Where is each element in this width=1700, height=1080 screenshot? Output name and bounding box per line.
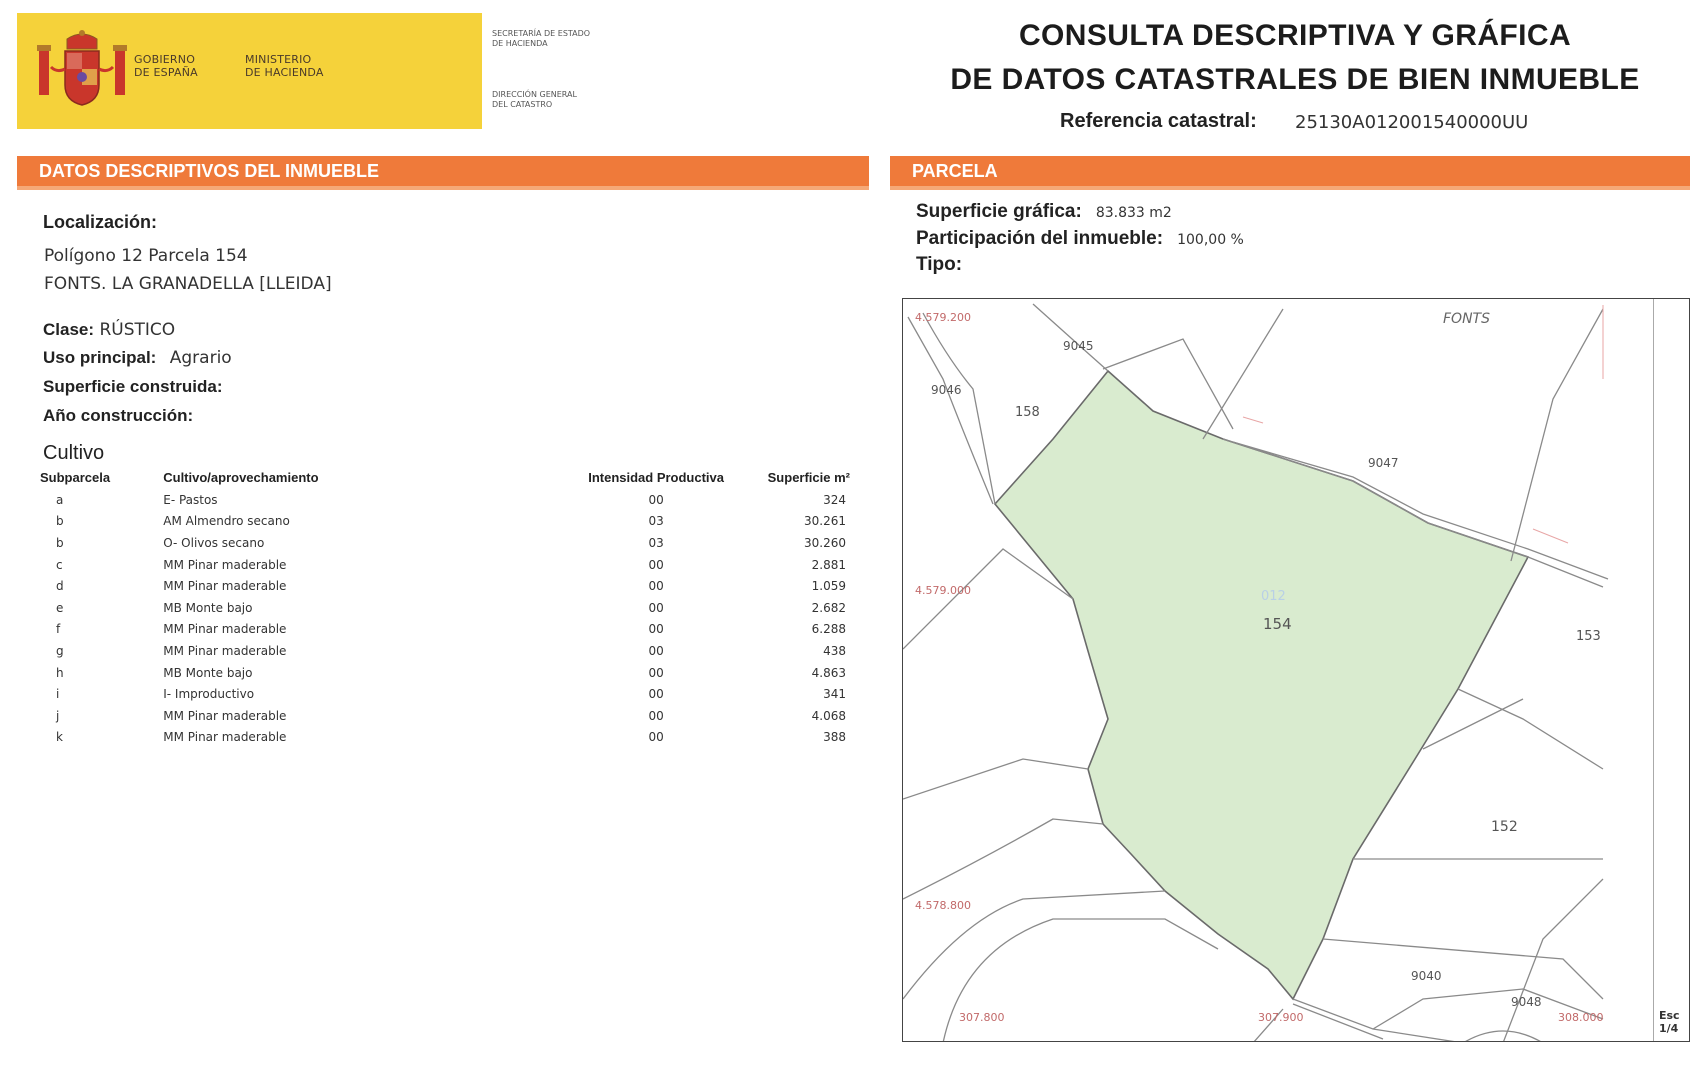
parcel-label-152: 152 bbox=[1491, 819, 1518, 835]
table-row bbox=[40, 619, 850, 641]
map-coord-y3: 4.578.800 bbox=[915, 899, 971, 912]
direccion-label: DIRECCIÓN GENERAL DEL CATASTRO bbox=[492, 90, 577, 109]
cell-intensidad: 00 bbox=[648, 730, 664, 745]
map-scale-divider bbox=[1653, 299, 1654, 1042]
map-coord-x2: 307.900 bbox=[1258, 1011, 1304, 1024]
uso-value: Agrario bbox=[169, 348, 232, 368]
cell-subparcela: k bbox=[56, 730, 63, 745]
uso-label: Uso principal: bbox=[43, 348, 157, 367]
cell-subparcela: g bbox=[56, 643, 64, 658]
localizacion-label: Localización: bbox=[43, 212, 158, 232]
cell-intensidad: 00 bbox=[648, 687, 664, 702]
table-row bbox=[40, 575, 850, 597]
cell-cultivo: MM Pinar maderable bbox=[163, 643, 287, 658]
table-row bbox=[40, 705, 850, 727]
cell-superficie: 2.682 bbox=[811, 600, 846, 615]
referencia-value: 25130A012001540000UU bbox=[1295, 112, 1529, 133]
map-scale: Esc 1/4 bbox=[1659, 1009, 1680, 1035]
cell-superficie: 4.863 bbox=[811, 665, 846, 680]
cell-cultivo: I- Improductivo bbox=[163, 687, 255, 702]
parcel-label-9045: 9045 bbox=[1063, 339, 1094, 353]
section-datos-descriptivos: DATOS DESCRIPTIVOS DEL INMUEBLE bbox=[17, 156, 869, 190]
cell-intensidad: 03 bbox=[648, 535, 664, 550]
map-coord-x1: 307.800 bbox=[959, 1011, 1005, 1024]
parcel-label-9040: 9040 bbox=[1411, 969, 1442, 983]
col-subparcela: Subparcela bbox=[40, 470, 111, 485]
participacion-label: Participación del inmueble: bbox=[916, 228, 1164, 249]
cell-superficie: 1.059 bbox=[811, 579, 846, 594]
parcel-label-9048: 9048 bbox=[1511, 995, 1542, 1009]
cell-intensidad: 00 bbox=[648, 708, 664, 723]
clase-row bbox=[43, 320, 175, 340]
table-row bbox=[40, 554, 850, 576]
cell-subparcela: i bbox=[56, 687, 60, 702]
cell-intensidad: 00 bbox=[648, 622, 664, 637]
cell-subparcela: d bbox=[56, 579, 64, 594]
cell-superficie: 324 bbox=[823, 492, 846, 507]
gobierno-label: GOBIERNO DE ESPAÑA bbox=[134, 53, 198, 79]
cell-cultivo: E- Pastos bbox=[163, 492, 218, 507]
cadastral-map bbox=[902, 298, 1690, 1042]
cell-intensidad: 00 bbox=[648, 579, 664, 594]
ministerio-label: MINISTERIO DE HACIENDA bbox=[245, 53, 324, 79]
superficie-grafica-label: Superficie gráfica: bbox=[916, 201, 1082, 222]
col-intensidad: Intensidad Productiva bbox=[588, 470, 725, 485]
cell-cultivo: MB Monte bajo bbox=[163, 600, 253, 615]
superficie-construida-label: Superficie construida: bbox=[43, 377, 223, 396]
cell-intensidad: 00 bbox=[648, 665, 664, 680]
cell-subparcela: e bbox=[56, 600, 64, 615]
cell-cultivo: MB Monte bajo bbox=[163, 665, 253, 680]
table-row bbox=[40, 662, 850, 684]
cell-cultivo: O- Olivos secano bbox=[163, 535, 265, 550]
cell-subparcela: j bbox=[56, 708, 60, 723]
participacion-row bbox=[916, 227, 1244, 250]
secretaria-label: SECRETARÍA DE ESTADO DE HACIENDA bbox=[492, 29, 591, 48]
section-parcela: PARCELA bbox=[890, 156, 1690, 190]
cell-subparcela: b bbox=[56, 514, 64, 529]
participacion-value: 100,00 % bbox=[1177, 232, 1244, 248]
map-coord-x3: 308.000 bbox=[1558, 1011, 1604, 1024]
page-title: CONSULTA DESCRIPTIVA Y GRÁFICA DE DATOS CATASTRALES DE BIEN INMUEBLE bbox=[950, 19, 1640, 96]
table-row bbox=[40, 532, 850, 554]
parcel-label-158: 158 bbox=[1015, 405, 1040, 420]
cell-cultivo: MM Pinar maderable bbox=[163, 579, 287, 594]
cell-superficie: 4.068 bbox=[811, 708, 846, 723]
cell-superficie: 2.881 bbox=[811, 557, 846, 572]
anio-construccion-label: Año construcción: bbox=[43, 406, 194, 425]
map-coord-y2: 4.579.000 bbox=[915, 584, 971, 597]
cultivo-table-header bbox=[40, 470, 850, 489]
col-cultivo: Cultivo/aprovechamiento bbox=[163, 470, 319, 485]
parcel-label-154: 154 bbox=[1263, 615, 1292, 633]
map-place-label: FONTS bbox=[1443, 311, 1490, 327]
cell-intensidad: 00 bbox=[648, 643, 664, 658]
parcel-label-153: 153 bbox=[1576, 629, 1601, 644]
cell-subparcela: c bbox=[56, 557, 63, 572]
table-row bbox=[40, 640, 850, 662]
parcel-label-9046: 9046 bbox=[931, 383, 962, 397]
cultivo-title: Cultivo bbox=[43, 442, 105, 464]
cell-cultivo: AM Almendro secano bbox=[163, 514, 290, 529]
parcel-154-polygon bbox=[995, 371, 1528, 999]
table-row bbox=[40, 683, 850, 705]
cell-subparcela: f bbox=[56, 622, 61, 637]
cell-superficie: 30.260 bbox=[804, 535, 846, 550]
map-coord-y1: 4.579.200 bbox=[915, 311, 971, 324]
table-row bbox=[40, 489, 850, 511]
cell-superficie: 388 bbox=[823, 730, 846, 745]
clase-label: Clase: bbox=[43, 320, 95, 339]
cell-intensidad: 03 bbox=[648, 514, 664, 529]
cell-cultivo: MM Pinar maderable bbox=[163, 622, 287, 637]
government-banner bbox=[17, 13, 482, 129]
cell-superficie: 6.288 bbox=[811, 622, 846, 637]
table-row bbox=[40, 597, 850, 619]
cell-superficie: 438 bbox=[823, 643, 846, 658]
cell-cultivo: MM Pinar maderable bbox=[163, 557, 287, 572]
tipo-label: Tipo: bbox=[916, 254, 963, 275]
cell-cultivo: MM Pinar maderable bbox=[163, 708, 287, 723]
cell-cultivo: MM Pinar maderable bbox=[163, 730, 287, 745]
localizacion-line1: Polígono 12 Parcela 154 bbox=[44, 246, 248, 266]
cultivo-table bbox=[40, 470, 850, 748]
referencia-label: Referencia catastral: bbox=[1060, 110, 1257, 132]
parcel-label-012: 012 bbox=[1261, 589, 1286, 604]
cell-superficie: 30.261 bbox=[804, 514, 846, 529]
cell-subparcela: b bbox=[56, 535, 64, 550]
clase-value: RÚSTICO bbox=[99, 320, 176, 340]
parcel-label-9047: 9047 bbox=[1368, 456, 1399, 470]
localizacion-line2: FONTS. LA GRANADELLA [LLEIDA] bbox=[44, 274, 332, 294]
superficie-grafica-row bbox=[916, 200, 1172, 223]
cell-intensidad: 00 bbox=[648, 600, 664, 615]
cell-intensidad: 00 bbox=[648, 492, 664, 507]
coat-of-arms-logo bbox=[37, 27, 127, 113]
table-row bbox=[40, 511, 850, 533]
cell-subparcela: h bbox=[56, 665, 64, 680]
superficie-grafica-value: 83.833 m2 bbox=[1095, 205, 1172, 221]
col-superficie: Superficie m² bbox=[767, 470, 850, 485]
cell-subparcela: a bbox=[56, 492, 64, 507]
cell-intensidad: 00 bbox=[648, 557, 664, 572]
table-row bbox=[40, 727, 850, 749]
uso-row bbox=[43, 348, 232, 368]
cell-superficie: 341 bbox=[823, 687, 846, 702]
